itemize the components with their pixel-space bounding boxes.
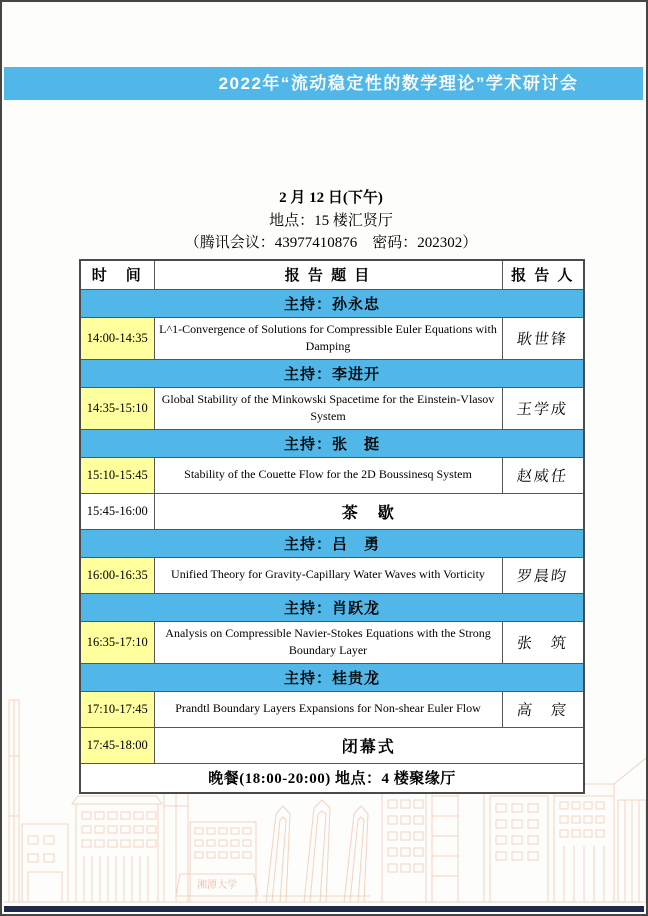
speaker-name: 张 筑 — [516, 635, 570, 652]
talk-speaker-cell — [502, 557, 584, 593]
talk-title-cell: Unified Theory for Gravity-Capillary Water Waves with Vorticity — [154, 557, 502, 593]
schedule-table-body — [80, 289, 584, 793]
session-chair-cell: 主持：张 挺 — [80, 429, 584, 457]
talk-time-cell: 17:10-17:45 — [80, 691, 154, 727]
event-time-cell: 17:45-18:00 — [80, 727, 154, 763]
table-row — [80, 691, 584, 727]
event-name-cell: 闭幕式 — [154, 727, 584, 763]
talk-time-cell: 14:00-14:35 — [80, 317, 154, 359]
header-speaker: 报 告 人 — [502, 260, 584, 289]
bottom-accent-bar — [4, 906, 644, 912]
table-row — [80, 593, 584, 621]
event-name-cell: 茶 歇 — [154, 493, 584, 529]
talk-speaker-cell — [502, 691, 584, 727]
table-row — [80, 557, 584, 593]
speaker-name: 赵威任 — [516, 468, 570, 485]
gate-sign-text: 湘潭大学 — [197, 880, 237, 891]
table-row — [80, 529, 584, 557]
title-banner — [4, 67, 643, 100]
table-row — [80, 663, 584, 691]
session-chair-cell: 主持：孙永忠 — [80, 289, 584, 317]
table-row — [80, 429, 584, 457]
header-title: 报 告 题 目 — [154, 260, 502, 289]
table-row — [80, 727, 584, 763]
table-row — [80, 317, 584, 359]
table-row — [80, 457, 584, 493]
talk-time-cell: 14:35-15:10 — [80, 387, 154, 429]
speaker-name: 高 宸 — [516, 702, 570, 719]
session-chair-cell: 主持：桂贵龙 — [80, 663, 584, 691]
talk-time-cell: 15:10-15:45 — [80, 457, 154, 493]
talk-title-cell: Prandtl Boundary Layers Expansions for Non-shear Euler Flow — [154, 691, 502, 727]
talk-title-cell: Analysis on Compressible Navier-Stokes Equations with the Strong Boundary Layer — [154, 621, 502, 663]
session-meta — [79, 187, 583, 255]
talk-speaker-cell — [502, 387, 584, 429]
session-chair-cell: 主持：李进开 — [80, 359, 584, 387]
table-row — [80, 763, 584, 793]
talk-speaker-cell — [502, 621, 584, 663]
schedule-table — [79, 259, 585, 794]
session-chair-cell: 主持：吕 勇 — [80, 529, 584, 557]
page-title: 2022年“流动稳定性的数学理论”学术研讨会 — [218, 74, 579, 93]
speaker-name: 耿世锋 — [516, 331, 570, 348]
session-meeting-info: （腾讯会议：43977410876 密码：202302） — [184, 235, 478, 251]
event-time-cell: 15:45-16:00 — [80, 493, 154, 529]
dinner-info-cell: 晚餐(18:00-20:00) 地点：4 楼聚缘厅 — [80, 763, 584, 793]
table-row — [80, 289, 584, 317]
talk-title-cell: Global Stability of the Minkowski Spacetime for the Einstein-Vlasov System — [154, 387, 502, 429]
speaker-name: 罗晨昀 — [516, 568, 570, 585]
talk-speaker-cell — [502, 457, 584, 493]
talk-time-cell: 16:35-17:10 — [80, 621, 154, 663]
talk-time-cell: 16:00-16:35 — [80, 557, 154, 593]
table-row — [80, 359, 584, 387]
session-chair-cell: 主持：肖跃龙 — [80, 593, 584, 621]
table-row — [80, 621, 584, 663]
talk-title-cell: L^1-Convergence of Solutions for Compressible Euler Equations with Damping — [154, 317, 502, 359]
talk-title-cell: Stability of the Couette Flow for the 2D Boussinesq System — [154, 457, 502, 493]
table-header-row — [80, 260, 584, 289]
speaker-name: 王学成 — [516, 401, 570, 418]
table-row — [80, 493, 584, 529]
session-venue: 地点：15 楼汇贤厅 — [269, 212, 393, 229]
talk-speaker-cell — [502, 317, 584, 359]
table-row — [80, 387, 584, 429]
session-date: 2 月 12 日(下午) — [279, 190, 383, 206]
header-time: 时 间 — [80, 260, 154, 289]
